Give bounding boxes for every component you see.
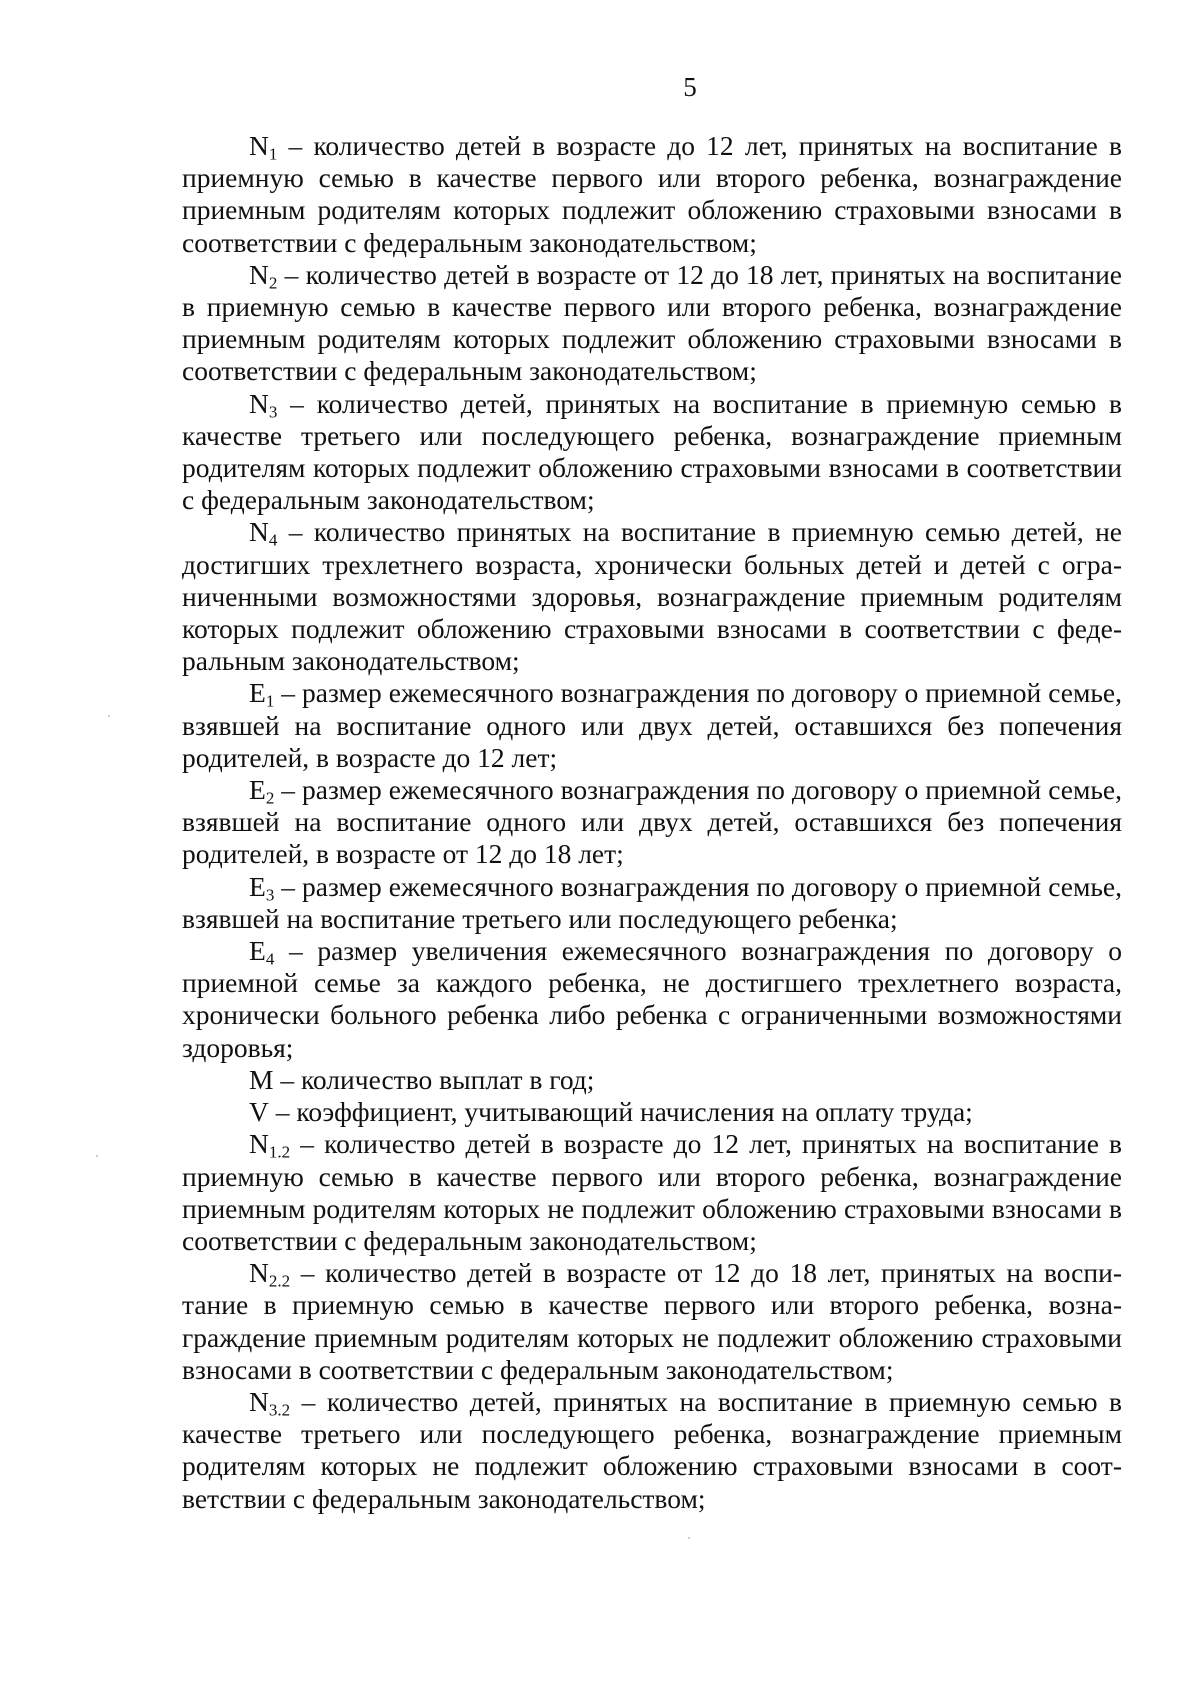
page-number: 5 (683, 72, 697, 102)
definition-symbol: $N_3$ (249, 387, 278, 421)
definition-symbol: $N_4$ (249, 516, 278, 550)
definition-symbol: V (249, 1096, 269, 1128)
definition-symbol: $E_4$ (249, 935, 275, 969)
definition-text: – количество детей в возрасте от 12 до 18 лет, принятых на воспитание в приемную семью в качестве первого или второго ребенка, вознаграждение приемным родителям которых не подлежит обложению страховыми взносами в соответствии с федеральным законодательством; (182, 1257, 1122, 1385)
definition-paragraph (182, 1128, 1122, 1257)
definition-symbol: $N_1$ (249, 130, 278, 164)
definition-paragraph (182, 1386, 1122, 1515)
definition-symbol: $E_1$ (249, 677, 275, 711)
definition-symbol: M (249, 1063, 274, 1095)
scan-speck (108, 715, 110, 717)
definition-text: – размер ежемесячного вознаграждения по договору о приемной семье, взявшей на воспитание одного или двух детей, оставшихся без попечения родителей, в возрасте до 12 лет; (182, 677, 1122, 773)
definition-paragraph (182, 516, 1122, 677)
definition-text: – размер ежемесячного вознаграждения по договору о приемной семье, взявшей на воспитание третьего или последующего ребенка; (182, 870, 1122, 934)
definition-symbol: $N_{1.2}$ (249, 1128, 291, 1162)
definition-text: – количество детей, принятых на воспитание в приемную семью в качестве третьего или последующего ребенка, вознаграждение приемным родителям которых подлежит обложению страховыми взносами в соответствии с федеральным законодательством; (182, 387, 1122, 516)
definition-paragraph (182, 130, 1122, 259)
definition-text: – количество детей в возрасте до 12 лет, принятых на воспитание в приемную семью в качестве первого или второго ребенка, вознаграждение приемным родителям которых не подлежит обложению страховыми взносами в соответствии с федеральным законодательством; (182, 1128, 1122, 1256)
definition-symbol: $E_3$ (249, 870, 275, 904)
definitions-list (182, 130, 1122, 1515)
definition-text: – размер увеличения ежемесячного вознаграждения по договору о приемной семье за каждого ребенка, не достигшего трехлетнего возраста, хронически больного ребенка либо ребенка с ограниченными возможностями здоровья; (182, 935, 1122, 1063)
definition-paragraph (182, 1096, 1122, 1128)
scan-speck (688, 1537, 690, 1539)
definition-text: – количество детей в возрасте до 12 лет, принятых на воспитание в приемную семью в качестве первого или второго ребенка, вознаграждение приемным родителям которых подлежит обложению страховыми взносами в соответствии с федеральным законодательством; (182, 130, 1122, 258)
definition-paragraph (182, 1064, 1122, 1096)
definition-text: – количество детей, принятых на воспитание в приемную семью в качестве третьего или последующего ребенка, вознаграждение приемным родителям которых не подлежит обложению страховыми взносами в соответствии с федеральным законодательством; (182, 1385, 1122, 1514)
definition-text: – количество принятых на воспитание в приемную семью детей, не достигших трехлетнего возраста, хронически больных детей и детей с ограниченными возможностями здоровья, вознаграждение приемным родителям которых подлежит обложению страховыми взносами в соответствии с федеральным законодательством; (182, 516, 1122, 677)
definition-text: – количество выплат в год; (273, 1063, 595, 1095)
definition-paragraph (182, 871, 1122, 935)
definition-paragraph (182, 259, 1122, 388)
scan-speck (96, 1155, 98, 1157)
definition-symbol: $N_{3.2}$ (249, 1385, 291, 1420)
definition-text: – размер ежемесячного вознаграждения по договору о приемной семье, взявшей на воспитание одного или двух детей, оставшихся без попечения родителей, в возрасте от 12 до 18 лет; (182, 774, 1122, 870)
definition-paragraph (182, 677, 1122, 774)
definition-paragraph (182, 1257, 1122, 1386)
definition-text: – количество детей в возрасте от 12 до 18 лет, принятых на воспитание в приемную семью в качестве первого или второго ребенка, вознаграждение приемным родителям которых подлежит обложению страховыми взносами в соответствии с федеральным законодательством; (182, 258, 1122, 387)
definition-symbol: $N_2$ (249, 258, 278, 293)
definition-text: – коэффициент, учитывающий начисления на оплату труда; (268, 1096, 973, 1128)
definition-paragraph (182, 774, 1122, 871)
definition-symbol: $E_2$ (249, 774, 275, 808)
definition-symbol: $N_{2.2}$ (249, 1257, 291, 1291)
definition-paragraph (182, 388, 1122, 517)
definition-paragraph (182, 935, 1122, 1064)
